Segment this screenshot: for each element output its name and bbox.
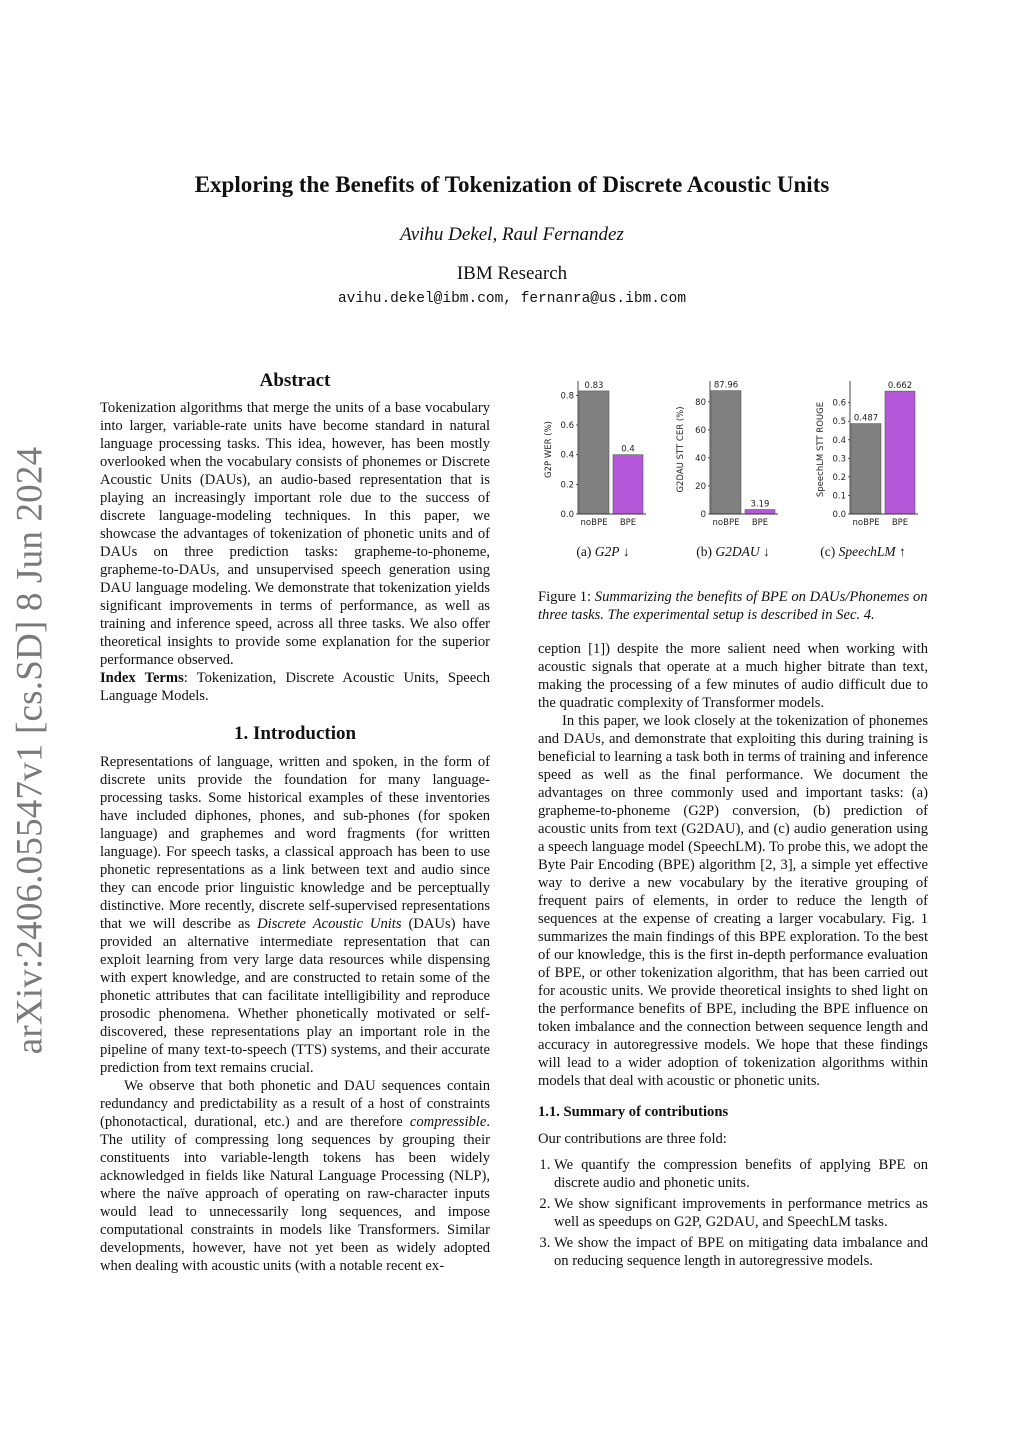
chart-2-ytick-label: 0.1 xyxy=(832,491,846,502)
subcaption-c xyxy=(798,543,928,561)
chart-2-bar-noBPE xyxy=(851,424,881,514)
chart-2-ytick-label: 0.2 xyxy=(832,472,846,483)
subcaption-a xyxy=(538,543,668,561)
chart-2-xtick-label: noBPE xyxy=(852,518,880,528)
paper-affiliation: IBM Research xyxy=(456,263,568,284)
arxiv-stamp xyxy=(4,446,56,1054)
intro-p1-emphasis: Discrete Acoustic Units xyxy=(257,916,402,932)
chart-1-ytick-label: 80 xyxy=(695,397,706,408)
chart-1-xtick-label: BPE xyxy=(751,518,769,528)
chart-2-value-label: 0.662 xyxy=(887,381,913,392)
chart-0-ylabel: G2P WER (%) xyxy=(544,421,554,478)
chart-1-ytick-label: 40 xyxy=(695,453,706,464)
intro-p1-text-b: (DAUs) have provided an alternative intermediate representation that can exploit learning from very large data resources while dispensing with expert knowledge, and are constructed to retain some of the phonetic attributes that can facilitate intelligibility and reproduce prosodic phenomena. Whether phonetically motivated or self-discovered, these representations play an important role in the pipeline of many text-to-speech (TTS) systems, and their accurate prediction from text remains crucial. xyxy=(100,916,490,1076)
chart-2-ytick-label: 0.4 xyxy=(832,435,846,446)
abstract-heading: Abstract xyxy=(259,370,331,391)
arxiv-stamp-text: arXiv:2406.05547v1 [cs.SD] 8 Jun 2024 xyxy=(9,446,51,1054)
subcaption-b-prefix: (b) xyxy=(696,544,716,559)
chart-0-xtick-label: noBPE xyxy=(580,518,608,528)
chart-1-xtick-label: noBPE xyxy=(712,518,740,528)
left-column xyxy=(100,369,490,1275)
contributions-list xyxy=(538,1156,928,1270)
chart-2-xtick-label: BPE xyxy=(891,518,909,528)
chart-0-value-label: 0.4 xyxy=(621,444,635,455)
chart-2-ytick-label: 0.5 xyxy=(832,417,846,428)
chart-2-ytick-label: 0.3 xyxy=(832,454,846,465)
intro-paragraph-3: ception [1]) despite the more salient need when working with acoustic signals that operate at a much higher bitrate than text, making the processing of a few minutes of audio difficult due to the quadratic complexity of Transformer models. xyxy=(538,641,928,711)
chart-0-bar-BPE xyxy=(613,455,643,514)
contributions-lead: Our contributions are three fold: xyxy=(538,1131,727,1147)
subcaption-b-name: G2DAU xyxy=(715,544,760,559)
figure-caption-label: Figure 1: xyxy=(538,589,595,605)
subcaption-b-arrow: ↓ xyxy=(759,544,770,559)
chart-0-ytick-label: 0.2 xyxy=(560,480,574,491)
subcaption-a-prefix: (a) xyxy=(576,544,595,559)
subcaption-a-arrow: ↓ xyxy=(619,544,630,559)
index-terms-text: : Tokenization, Discrete Acoustic Units, Speech Language Models. xyxy=(100,670,491,704)
index-terms-label: Index Terms xyxy=(100,670,184,686)
chart-0-xtick-label: BPE xyxy=(619,518,637,528)
chart-1-value-label: 3.19 xyxy=(750,499,770,510)
chart-1-bar-noBPE xyxy=(711,391,741,514)
chart-0-ytick-label: 0.8 xyxy=(560,391,574,402)
chart-1-ytick-label: 60 xyxy=(695,425,706,436)
chart-2-bar-BPE xyxy=(885,391,915,514)
paper-title: Exploring the Benefits of Tokenization of Discrete Acoustic Units xyxy=(194,172,830,197)
chart-0-ytick-label: 0.0 xyxy=(560,510,574,520)
figure-1-caption xyxy=(538,588,928,624)
subcaption-a-name: G2P xyxy=(594,544,620,559)
subcaption-c-arrow: ↑ xyxy=(895,544,906,559)
subcaption-b xyxy=(668,543,798,561)
intro-paragraph-4: In this paper, we look closely at the tokenization of phonemes and DAUs, and demonstrate that exploiting this during training is beneficial to learning a task both in terms of training and inference speed as well as the final performance. We document the advantages on three commonly used and important tasks: (a) grapheme-to-phoneme (G2P) conversion, (b) prediction of acoustic units from text (G2DAU), and (c) audio generation using a speech language model (SpeechLM). To probe this, we adopt the Byte Pair Encoding (BPE) algorithm [2, 3], a simple yet effective way to derive a new vocabulary by the iterative grouping of frequent pairs of elements, in order to reduce the length of sequences at the expense of creating a larger vocabulary. Fig. 1 summarizes the main findings of this BPE exploration. To the best of our knowledge, this is the first in-depth performance evaluation of BPE, or other tokenization algorithm, that has been carried out for acoustic units. We provide theoretical insights to shed light on the performance benefits of BPE, including the BPE influence on token imbalance and the connection between sequence length and accuracy in autoregressive models. We hope that these findings will lead to a wider adoption of tokenization algorithms within models that deal with acoustic or phonetic units. xyxy=(538,713,928,1089)
chart-0-ytick-label: 0.6 xyxy=(560,421,574,432)
figure-caption-text: Summarizing the benefits of BPE on DAUs/Phonemes on three tasks. The experimental setup is described in Sec. 4. xyxy=(538,589,928,623)
figure-1 xyxy=(538,373,928,588)
subcaption-c-name: SpeechLM xyxy=(838,544,896,559)
intro-paragraph-2 xyxy=(100,1077,490,1275)
right-column xyxy=(538,373,928,1273)
paper-authors: Avihu Dekel, Raul Fernandez xyxy=(400,224,624,245)
chart-1-ylabel: G2DAU STT CER (%) xyxy=(676,406,686,493)
chart-0-ytick-label: 0.4 xyxy=(560,450,574,461)
intro-p1-text-a: Representations of language, written and spoken, in the form of discrete units provide the foundation for many language-processing tasks. Some historical examples of these inventories have included diphones, phones, and sub-phones (for spoken language) and graphemes and word fragments (for written language). For speech tasks, a classical approach has been to use phonetic representations as a link between text and audio since they can encode prior linguistic knowledge and be perceptually distinctive. More recently, discrete self-supervised representations that we will describe as xyxy=(100,754,490,932)
intro-heading: 1. Introduction xyxy=(233,723,357,744)
chart-1-ytick-label: 0 xyxy=(700,510,706,520)
contribution-item: 1. We quantify the compression benefits of applying BPE on discrete audio and phonetic units. xyxy=(554,1156,928,1192)
paper-emails: avihu.dekel@ibm.com, fernanra@us.ibm.com xyxy=(337,291,687,307)
figure-1-svg xyxy=(538,373,928,538)
contribution-item: 3. We show the impact of BPE on mitigating data imbalance and on reducing sequence length in autoregressive models. xyxy=(554,1234,928,1270)
intro-p2-emphasis: compressible xyxy=(409,1114,487,1130)
subcaption-c-prefix: (c) xyxy=(820,544,839,559)
chart-1-ytick-label: 20 xyxy=(695,481,706,492)
intro-paragraph-1 xyxy=(100,753,490,1077)
chart-0-bar-noBPE xyxy=(579,391,609,514)
chart-0-value-label: 0.83 xyxy=(584,380,604,391)
chart-2-ytick-label: 0.6 xyxy=(832,398,846,409)
chart-1-value-label: 87.96 xyxy=(713,380,739,391)
chart-1-bar-BPE xyxy=(745,510,775,514)
chart-2-value-label: 0.487 xyxy=(853,413,879,424)
intro-p2-text-b: . The utility of compressing long sequences by grouping their constituents into variable-length tokens has been widely acknowledged in fields like Natural Language Processing (NLP), where the naïve approach of operating on raw-character inputs would lead to unnecessarily long sequences, and impose computational constraints in models like Transformers. Similar developments, however, have not yet been as widely adopted when dealing with acoustic units (with a notable recent ex- xyxy=(100,1114,490,1274)
intro-p2-text-a: We observe that both phonetic and DAU sequences contain redundancy and predictability as a result of a host of constraints (phonotactical, durational, etc.) and are therefore xyxy=(100,1078,490,1130)
index-terms xyxy=(100,669,490,705)
figure-1-subcaptions xyxy=(538,543,928,563)
contributions-heading: 1.1. Summary of contributions xyxy=(538,1104,729,1120)
abstract-body: Tokenization algorithms that merge the units of a base vocabulary into larger, variable-rate units have become standard in natural language processing tasks. This idea, however, has been mostly overlooked when the vocabulary consists of phonemes or Discrete Acoustic Units (DAUs), an audio-based representation that is playing an increasingly important role due to the success of discrete language-modeling techniques. In this paper, we showcase the advantages of tokenization of phonetic units and of DAUs on three prediction tasks: grapheme-to-phoneme, grapheme-to-DAUs, and unsupervised speech generation using DAU language modeling. We demonstrate that tokenization yields significant improvements in terms of performance, as well as training and inference speed, across all three tasks. We also offer theoretical insights to provide some explanation for the superior performance observed. xyxy=(100,400,490,668)
contribution-item: 2. We show significant improvements in performance metrics as well as speedups on G2P, G2DAU, and SpeechLM tasks. xyxy=(554,1195,928,1231)
chart-2-ytick-label: 0.0 xyxy=(832,510,846,520)
chart-2-ylabel: SpeechLM STT ROUGE xyxy=(816,401,826,498)
